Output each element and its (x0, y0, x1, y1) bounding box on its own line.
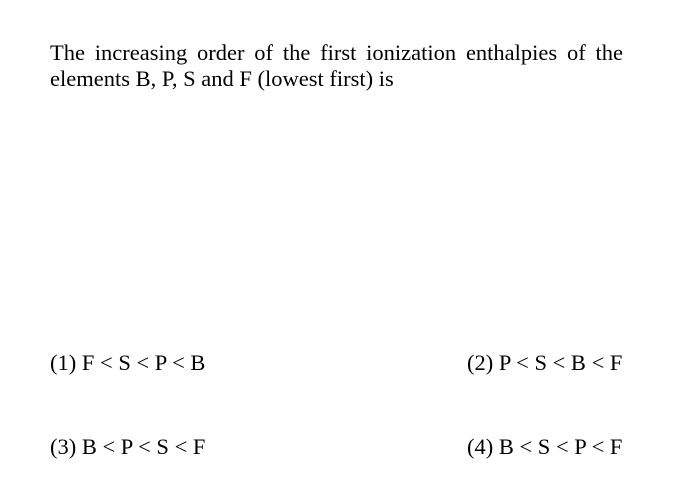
option-4: (4) B < S < P < F (467, 434, 623, 459)
question-text: The increasing order of the first ionization enthalpies of the elements B, P, S and F (lowest first) is (50, 40, 623, 91)
option-3: (3) B < P < S < F (50, 434, 206, 459)
option-2: (2) P < S < B < F (467, 350, 623, 375)
option-1: (1) F < S < P < B (50, 350, 206, 375)
